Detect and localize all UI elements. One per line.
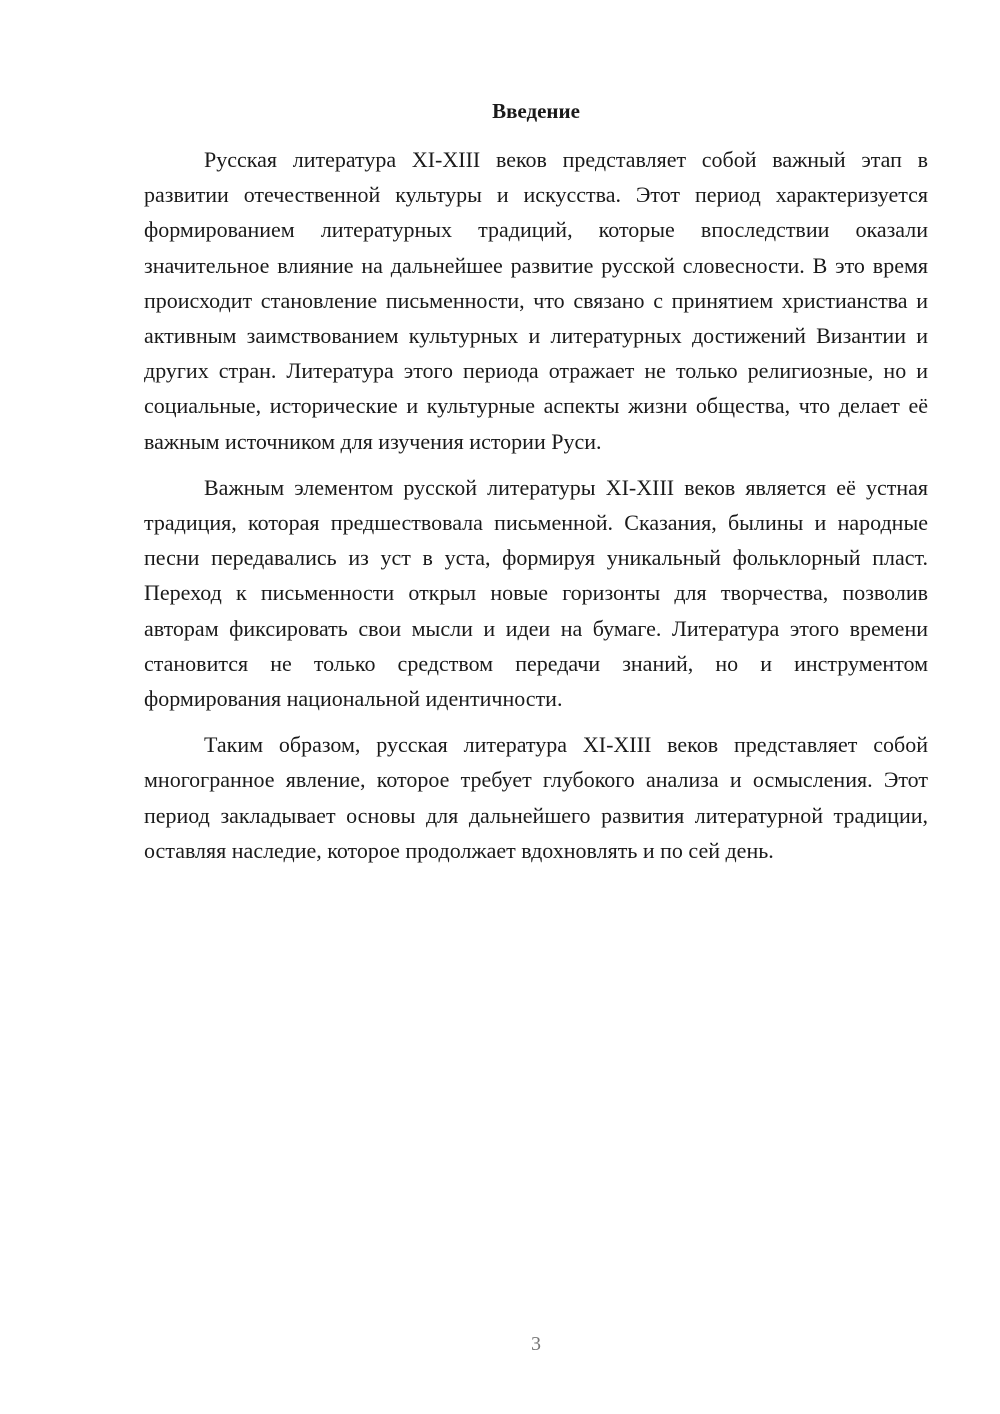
paragraph-1: Русская литература XI-XIII веков представляет собой важный этап в развитии отечественной культуры и искусства. Этот период характеризуется формированием литературных традиций, которые впоследствии оказали значительное влияние на дальнейшее развитие русской словесности. В это время происходит становление письменности, что связано с принятием христианства и активным заимствованием культурных и литературных достижений Византии и других стран. Литература этого периода отражает не только религиозные, но и социальные, исторические и культурные аспекты жизни общества, что делает её важным источником для изучения истории Руси. (144, 147, 928, 454)
body-text (144, 142, 928, 879)
paragraph-2: Важным элементом русской литературы XI-XIII веков является её устная традиция, которая предшествовала письменной. Сказания, былины и народные песни передавались из уст в уста, формируя уникальный фольклорный пласт. Переход к письменности открыл новые горизонты для творчества, позволив авторам фиксировать свои мысли и идеи на бумаге. Литература этого времени становится не только средством передачи знаний, но и инструментом формирования национальной идентичности. (144, 474, 928, 712)
page-number: 3 (531, 1333, 541, 1355)
paragraph-3: Таким образом, русская литература XI-XIII веков представляет собой многогранное явление, которое требует глубокого анализа и осмысления. Этот период закладывает основы для дальнейшего развития литературной традиции, оставляя наследие, которое продолжает вдохновлять и по сей день. (144, 732, 928, 863)
section-heading: Введение (492, 99, 580, 123)
